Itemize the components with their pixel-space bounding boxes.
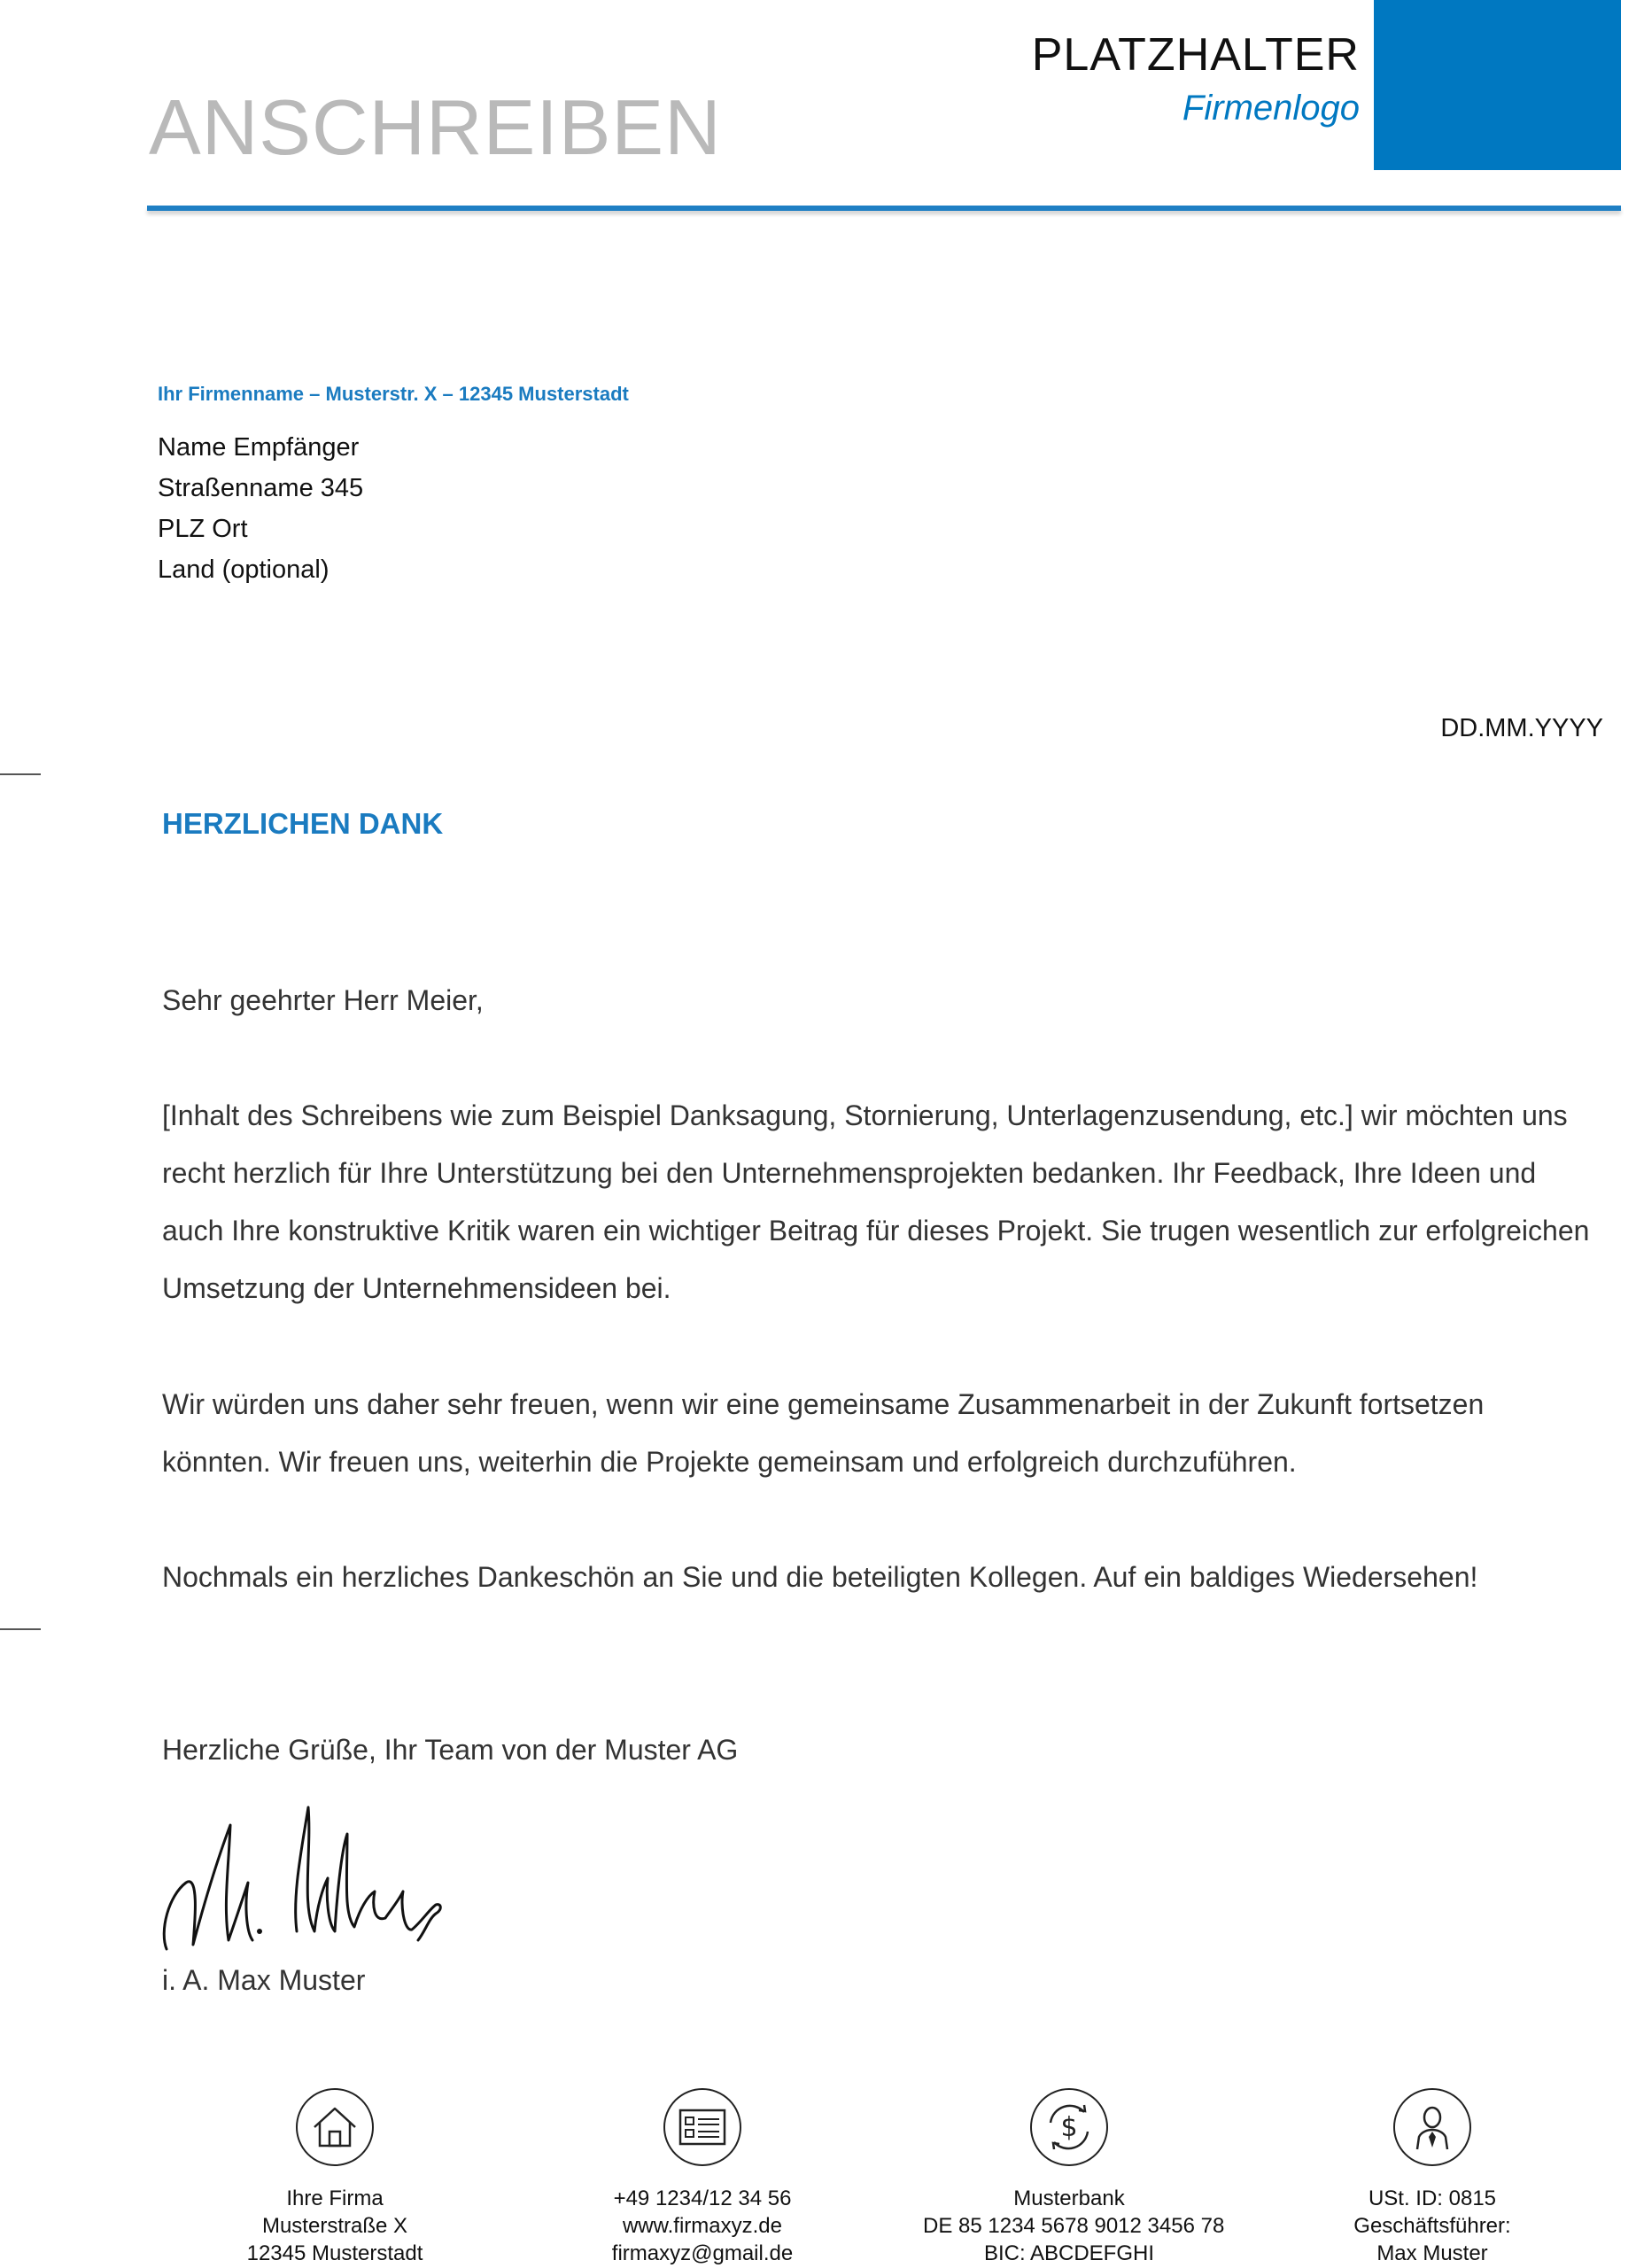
handwritten-signature — [159, 1798, 452, 1958]
body-paragraph-1: [Inhalt des Schreibens wie zum Beispiel Danksagung, Stornierung, Unterlagenzusendung, etc.] wir möchten uns recht herzlich für Ihre Unterstützung bei den Unternehmensprojekten bedanken. Ihr Feedback, Ihre Ideen und auch Ihre konstruktive Kritik waren ein wichtiger Beitrag für dieses Projekt. Sie trugen wesentlich zur erfolgreichen Umsetzung der Unternehmensideen bei. — [162, 1099, 1590, 1304]
footer-line: Max Muster — [1376, 2241, 1488, 2265]
signer-name: i. A. Max Muster — [162, 1964, 366, 1996]
recipient-address — [158, 427, 363, 590]
body-paragraph-2: Wir würden uns daher sehr freuen, wenn wir eine gemeinsame Zusammenarbeit in der Zukunft fortsetzen könnten. Wir freuen uns, weiterhin die Projekte gemeinsam und erfolgreich durchzuführen. — [162, 1388, 1485, 1478]
contact-card-icon — [663, 2087, 742, 2167]
recipient-street: Straßenname 345 — [158, 474, 364, 502]
body-paragraph-3: Nochmals ein herzliches Dankeschön an Sie und die beteiligten Kollegen. Auf ein baldiges Wiedersehen! — [162, 1561, 1478, 1593]
logo-color-block — [1374, 0, 1621, 170]
footer-line: Musterstraße X — [261, 2214, 408, 2238]
logo-placeholder-title: PLATZHALTER — [1031, 29, 1360, 81]
footer-line: www.firmaxyz.de — [622, 2214, 783, 2238]
person-tie-icon — [1392, 2087, 1472, 2167]
house-icon — [295, 2087, 375, 2167]
fold-mark-bottom — [0, 1628, 41, 1630]
sender-address-line: Ihr Firmenname – Musterstr. X – 12345 Musterstadt — [158, 383, 629, 405]
footer-line: Geschäftsführer: — [1353, 2214, 1511, 2238]
logo-placeholder-subtitle: Firmenlogo — [1182, 89, 1360, 128]
closing-line: Herzliche Grüße, Ihr Team von der Muster AG — [162, 1734, 739, 1766]
letter-date: DD.MM.YYYY — [1440, 714, 1603, 742]
footer-line: firmaxyz@gmail.de — [611, 2241, 794, 2265]
fold-mark-top — [0, 773, 41, 775]
letter-subject: HERZLICHEN DANK — [162, 807, 444, 840]
document-title: ANSCHREIBEN — [149, 83, 722, 171]
header-divider — [147, 206, 1621, 211]
footer-line: 12345 Musterstadt — [246, 2241, 423, 2265]
footer-line: USt. ID: 0815 — [1368, 2186, 1497, 2210]
footer-line: Musterbank — [1013, 2186, 1125, 2210]
dollar-exchange-icon — [1029, 2087, 1109, 2167]
svg-text:$: $ — [1060, 2112, 1078, 2143]
footer-line: +49 1234/12 34 56 — [613, 2186, 792, 2210]
footer-line: Ihre Firma — [286, 2186, 384, 2210]
footer-legal — [1286, 2087, 1578, 2267]
salutation: Sehr geehrter Herr Meier, — [162, 984, 484, 1016]
recipient-city: PLZ Ort — [158, 515, 248, 543]
footer-line: DE 85 1234 5678 9012 3456 78 — [923, 2214, 1225, 2238]
recipient-name: Name Empfänger — [158, 433, 360, 462]
footer-contact — [556, 2087, 849, 2267]
recipient-country: Land (optional) — [158, 555, 330, 584]
footer-line: BIC: ABCDEFGHI — [983, 2241, 1155, 2265]
footer-bank — [923, 2087, 1225, 2267]
footer-company — [189, 2087, 481, 2267]
